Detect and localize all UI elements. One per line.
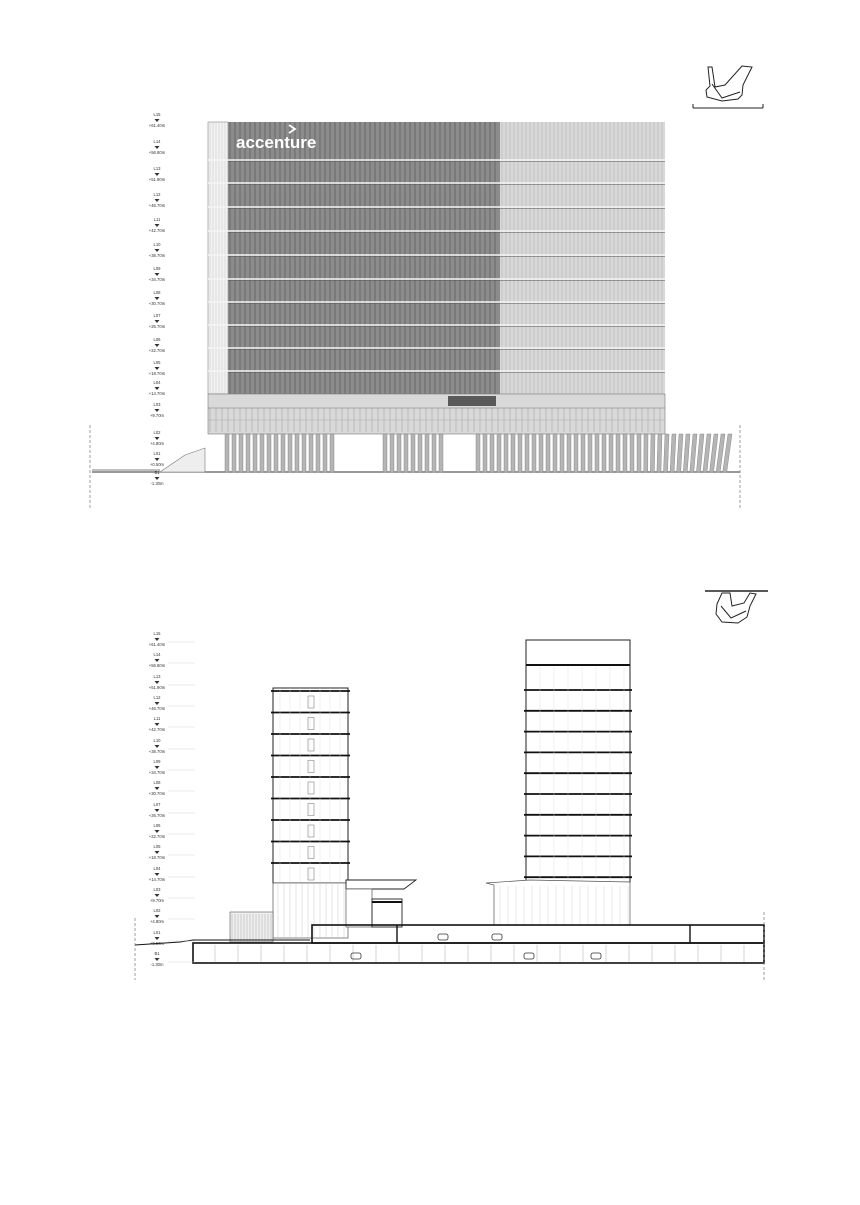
elevation-level-code: L03	[153, 402, 161, 407]
section-level-code: L07	[153, 802, 161, 807]
elevation-level-code: L10	[153, 242, 161, 247]
elevation-level-elevation: +51.90m	[148, 177, 166, 182]
elevation-level-code: L06	[153, 337, 161, 342]
elevation-level-elevation: +42.70m	[148, 228, 166, 233]
section-level-elevation: +46.70m	[148, 706, 166, 711]
elevation-level-elevation: +22.70m	[148, 348, 166, 353]
elevation-level-code: L01	[153, 451, 161, 456]
section-level-elevation: +9.70m	[149, 898, 165, 903]
section-level-code: L15	[153, 631, 161, 636]
elevation-level-code: L05	[153, 360, 161, 365]
section-level-elevation: +30.70m	[148, 791, 166, 796]
section-level-elevation: +51.90m	[148, 685, 166, 690]
section-level-code: L13	[153, 674, 161, 679]
section-level-code: L10	[153, 738, 161, 743]
elevation-level-elevation: +46.70m	[148, 203, 166, 208]
section-level-elevation: +26.70m	[148, 813, 166, 818]
section-level-code: L03	[153, 887, 161, 892]
elevation-level-elevation: +14.70m	[148, 391, 166, 396]
elevation-level-elevation: +56.80m	[148, 150, 166, 155]
elevation-level-code: L14	[153, 139, 161, 144]
elevation-level-code: L09	[153, 266, 161, 271]
section-level-elevation: +4.80m	[149, 919, 165, 924]
elevation-level-elevation: +34.70m	[148, 277, 166, 282]
section-level-code: L14	[153, 652, 161, 657]
elevation-level-code: L08	[153, 290, 161, 295]
elevation-level-code: L15	[153, 112, 161, 117]
elevation-level-elevation: +0.50m	[149, 462, 165, 467]
section-level-elevation: +0.50m	[149, 941, 165, 946]
elevation-level-code: L02	[153, 430, 161, 435]
elevation-level-elevation: +9.70m	[149, 413, 165, 418]
elevation-level-elevation: +61.40m	[148, 123, 166, 128]
podium	[208, 394, 665, 434]
accenture-logo: accenture	[236, 133, 317, 152]
tower-right	[526, 640, 630, 882]
elevation-level-code: L12	[153, 192, 161, 197]
elevation-level-elevation: -1.30m	[150, 481, 164, 486]
section-level-code: L09	[153, 759, 161, 764]
section-level-code: L05	[153, 844, 161, 849]
elevation-level-elevation: +26.70m	[148, 324, 166, 329]
dark-facade	[228, 122, 500, 394]
elevation-level-elevation: +18.70m	[148, 371, 166, 376]
section-level-elevation: +38.70m	[148, 749, 166, 754]
elevation-level-elevation: +30.70m	[148, 301, 166, 306]
section-level-code: L04	[153, 866, 161, 871]
section-level-code: L11	[153, 716, 161, 721]
section-level-elevation: +14.70m	[148, 877, 166, 882]
section-level-elevation: +61.40m	[148, 642, 166, 647]
section-level-code: L06	[153, 823, 161, 828]
light-facade	[500, 122, 665, 394]
section-level-elevation: -1.30m	[150, 962, 164, 967]
section-level-elevation: +42.70m	[148, 727, 166, 732]
section-level-code: L08	[153, 780, 161, 785]
elevation-level-code: L04	[153, 380, 161, 385]
elevation-level-code: L07	[153, 313, 161, 318]
elevation-level-code: L13	[153, 166, 161, 171]
section-level-code: B1	[154, 951, 160, 956]
section-level-elevation: +34.70m	[148, 770, 166, 775]
section-level-elevation: +56.80m	[148, 663, 166, 668]
elevation-level-code: L11	[153, 217, 161, 222]
section-level-code: L12	[153, 695, 161, 700]
section-level-elevation: +18.70m	[148, 855, 166, 860]
section-level-elevation: +22.70m	[148, 834, 166, 839]
elevation-level-elevation: +38.70m	[148, 253, 166, 258]
section-level-code: L02	[153, 908, 161, 913]
elevation-level-code: B1	[154, 470, 160, 475]
section-level-code: L01	[153, 930, 161, 935]
elevation-level-elevation: +4.80m	[149, 441, 165, 446]
